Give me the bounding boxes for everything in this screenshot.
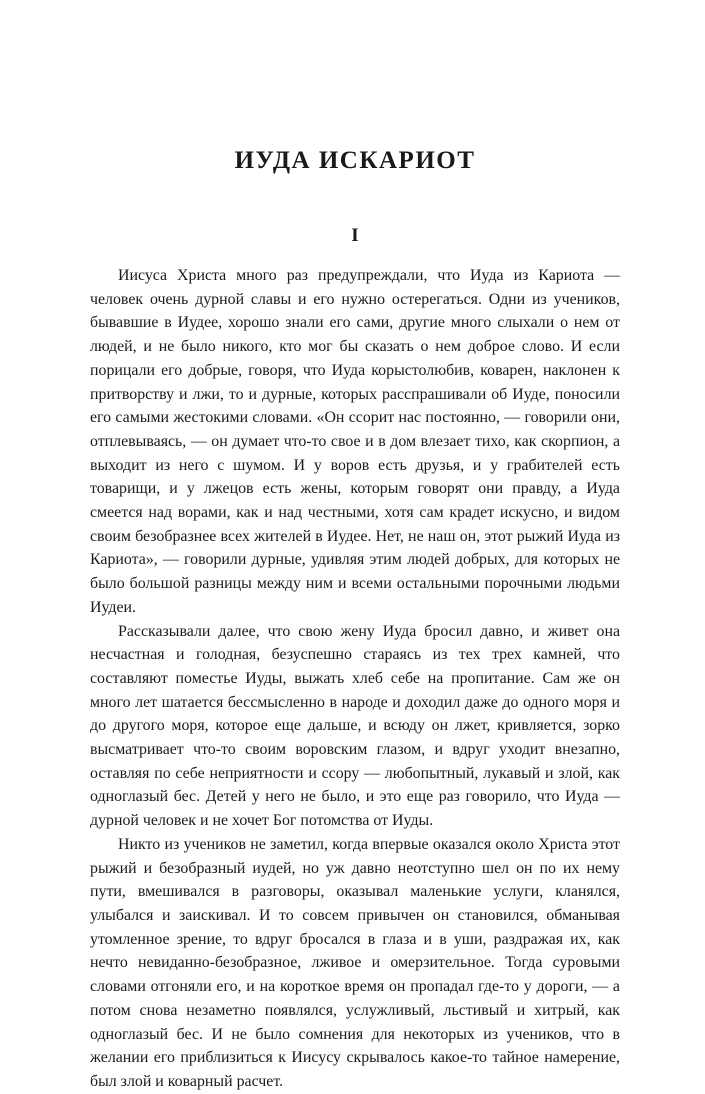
- paragraph: Рассказывали далее, что свою жену Иуда бросил давно, и живет она несчастная и голодная, безуспешно стараясь из тех трех камней, что составляют поместье Иуды, выжать хлеб себе на пропитание. Сам же он много лет шатается бессмысленно в народе и доходил даже до одного моря и до другого моря, которое еще дальше, и всюду он лжет, кривляется, зорко высматривает что-то своим воровским глазом, и вдруг уходит внезапно, оставляя по себе неприятности и ссору — любопытный, лукавый и злой, как одноглазый бес. Детей у него не было, и это еще раз говорило, что Иуда — дурной человек и не хочет Бог потомства от Иуды.: [90, 622, 620, 830]
- paragraph: Никто из учеников не заметил, когда впервые оказался около Христа этот рыжий и безобразный иудей, но уж давно неотступно шел он по их нему пути, вмешивался в разговоры, оказывал маленькие услуги, кланялся, улыбался и заискивал. И то совсем привычен он становился, обманывая утомленное зрение, то вдруг бросался в глаза и в уши, раздражая их, как нечто невиданно-безобразное, лживое и омерзительное. Тогда суровыми словами отгоняли его, и на короткое время он пропадал где-то у дороги, — а потом снова незаметно появлялся, услужливый, льстивый и хитрый, как одноглазый бес. И не было сомнения для некоторых из учеников, что в желании его приблизиться к Иисусу скрывалось какое-то тайное намерение, был злой и коварный расчет.: [90, 835, 620, 1090]
- paragraph: Иисуса Христа много раз предупреждали, что Иуда из Кариота — человек очень дурной славы и его нужно остерегаться. Одни из учеников, бывавшие в Иудее, хорошо знали его сами, другие много слыхали о нем от людей, и не было никого, кто мог бы сказать о нем доброе слово. И если порицали его добрые, говоря, что Иуда корыстолюбив, коварен, наклонен к притворству и лжи, то и дурные, которых расспрашивали об Иуде, поносили его самыми жестокими словами. «Он ссорит нас постоянно, — говорили они, отплевываясь, — он думает что-то свое и в дом влезает тихо, как скорпион, а выходит из него с шумом. И у воров есть друзья, и у грабителей есть товарищи, и у лжецов есть жены, которым говорят они правду, а Иуда смеется над ворами, как и над честными, хотя сам крадет искусно, и видом своим безобразнее всех жителей в Иудее. Нет, не наш он, этот рыжий Иуда из Кариота», — говорили дурные, удивляя этим людей добрых, для которых не было большой разницы между ним и всеми остальными порочными людьми Иудеи.: [90, 267, 620, 616]
- book-page: [90, 0, 620, 1090]
- story-text: [90, 264, 620, 1094]
- story-title: ИУДА ИСКАРИОТ: [234, 147, 476, 174]
- chapter-number: I: [351, 225, 359, 246]
